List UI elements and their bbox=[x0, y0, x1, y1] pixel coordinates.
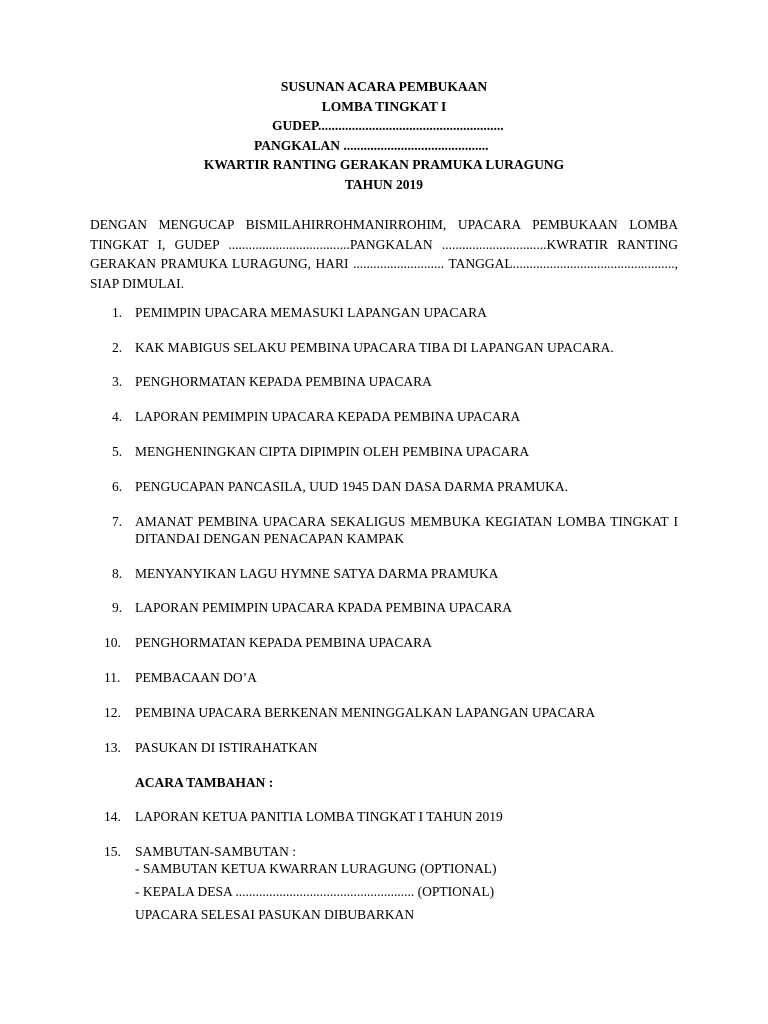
item-text: SAMBUTAN-SAMBUTAN : bbox=[135, 844, 296, 859]
item-number: 9. bbox=[112, 600, 123, 615]
year-line: TAHUN 2019 bbox=[344, 176, 424, 192]
item-text: MENYANYIKAN LAGU HYMNE SATYA DARMA PRAMUKA bbox=[135, 566, 499, 581]
item-number: 2. bbox=[112, 340, 123, 355]
item-text: PENGUCAPAN PANCASILA, UUD 1945 DAN DASA DARMA PRAMUKA. bbox=[135, 479, 568, 494]
item-number: 5. bbox=[112, 444, 123, 459]
title-line-2: LOMBA TINGKAT I bbox=[321, 98, 447, 114]
closing-line: UPACARA SELESAI PASUKAN DIBUBARKAN bbox=[135, 907, 415, 922]
item-number: 13. bbox=[104, 740, 121, 755]
item-text: LAPORAN PEMIMPIN UPACARA KEPADA PEMBINA UPACARA bbox=[135, 409, 521, 424]
extra-section-heading: ACARA TAMBAHAN : bbox=[135, 775, 274, 790]
item-number: 14. bbox=[104, 809, 121, 824]
item-number: 4. bbox=[112, 409, 123, 424]
document-title-block bbox=[0, 77, 768, 194]
item-text: LAPORAN PEMIMPIN UPACARA KPADA PEMBINA UPACARA bbox=[135, 600, 512, 615]
gudep-line: GUDEP....................................................... bbox=[272, 118, 504, 133]
item-text: KAK MABIGUS SELAKU PEMBINA UPACARA TIBA DI LAPANGAN UPACARA. bbox=[135, 340, 614, 355]
intro-paragraph: DENGAN MENGUCAP BISMILAHIRROHMANIRROHIM, UPACARA PEMBUKAAN LOMBA TINGKAT I, GUDEP ....................................PANGKALAN ...............................KWRATIR RANTING GERAKAN PRAMUKA LURAGUNG, HARI ........................... TANGGAL................................................, SIAP DIMULAI. bbox=[90, 217, 678, 291]
item-text: PEMIMPIN UPACARA MEMASUKI LAPANGAN UPACARA bbox=[135, 305, 487, 320]
item-text: AMANAT PEMBINA UPACARA SEKALIGUS MEMBUKA KEGIATAN LOMBA TINGKAT I DITANDAI DENGAN PENACAPAN KAMPAK bbox=[135, 514, 678, 546]
item-text: PENGHORMATAN KEPADA PEMBINA UPACARA bbox=[135, 635, 432, 650]
item-number: 11. bbox=[104, 670, 121, 685]
item-text: PASUKAN DI ISTIRAHATKAN bbox=[135, 740, 318, 755]
kwartir-line: KWARTIR RANTING GERAKAN PRAMUKA LURAGUNG bbox=[203, 157, 565, 172]
item-text: PENGHORMATAN KEPADA PEMBINA UPACARA bbox=[135, 374, 432, 389]
item-text: PEMBACAAN DO’A bbox=[135, 670, 257, 685]
item-text: PEMBINA UPACARA BERKENAN MENINGGALKAN LAPANGAN UPACARA bbox=[135, 705, 596, 720]
pangkalan-line: PANGKALAN ........................................... bbox=[254, 137, 489, 153]
item-number: 12. bbox=[104, 705, 121, 720]
title-line-1: SUSUNAN ACARA PEMBUKAAN bbox=[280, 79, 488, 94]
item-number: 6. bbox=[112, 479, 123, 494]
item-number: 3. bbox=[112, 374, 123, 389]
sambutan-line-2: - KEPALA DESA ..................................................... (OPTIONAL) bbox=[135, 884, 495, 899]
sambutan-line-1: - SAMBUTAN KETUA KWARRAN LURAGUNG (OPTIONAL) bbox=[135, 861, 497, 876]
item-number: 10. bbox=[104, 635, 121, 650]
item-number: 7. bbox=[112, 514, 123, 529]
item-number: 15. bbox=[104, 844, 121, 859]
item-text: MENGHENINGKAN CIPTA DIPIMPIN OLEH PEMBINA UPACARA bbox=[135, 444, 530, 459]
item-number: 1. bbox=[112, 305, 123, 320]
item-number: 8. bbox=[112, 566, 123, 581]
item-text: LAPORAN KETUA PANITIA LOMBA TINGKAT I TAHUN 2019 bbox=[135, 809, 503, 824]
